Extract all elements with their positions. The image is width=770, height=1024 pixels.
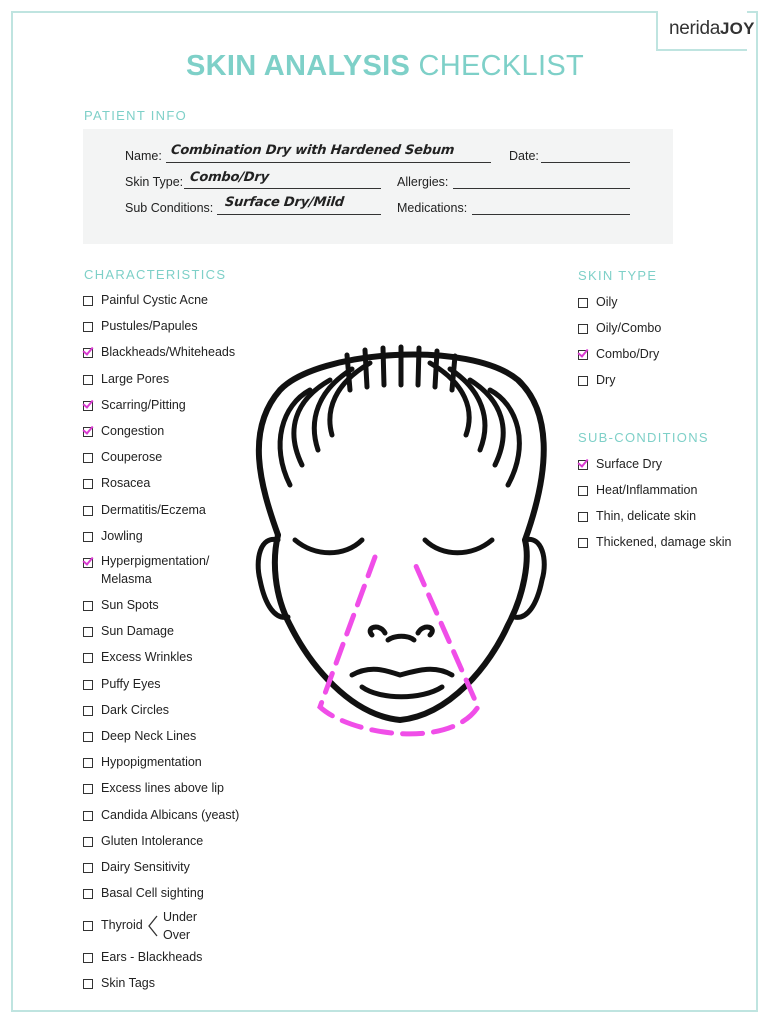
- char-list-item[interactable]: [83, 650, 192, 664]
- char-list-item[interactable]: [83, 293, 208, 307]
- char-list-item[interactable]: [83, 860, 190, 874]
- item-label: Surface Dry: [596, 457, 662, 471]
- checkbox-icon[interactable]: [83, 506, 93, 516]
- item-label: Heat/Inflammation: [596, 483, 698, 497]
- item-label: Dry: [596, 373, 616, 387]
- char-list-item[interactable]: [83, 950, 202, 964]
- skin-type-field[interactable]: Combo/Dry: [189, 170, 270, 185]
- checkbox-icon[interactable]: [83, 601, 93, 611]
- checkbox-icon[interactable]: [83, 953, 93, 963]
- item-label: Painful Cystic Acne: [101, 293, 208, 307]
- char-list-item[interactable]: [83, 424, 164, 438]
- skin-type-label: Skin Type:: [125, 175, 184, 189]
- medications-field[interactable]: [472, 214, 630, 215]
- logo-light: nerida: [669, 18, 721, 39]
- checkbox-icon[interactable]: [83, 348, 93, 358]
- item-label: Dark Circles: [101, 702, 170, 717]
- checkbox-icon[interactable]: [83, 653, 93, 663]
- item-label: Oily: [596, 295, 618, 309]
- item-label: Large Pores: [101, 371, 170, 386]
- item-label: Basal Cell sighting: [101, 886, 204, 901]
- patient-info-heading: PATIENT INFO: [84, 108, 187, 123]
- char-list-item[interactable]: [83, 555, 209, 588]
- sub-list-item[interactable]: [578, 535, 732, 549]
- item-label: Pustules/Papules: [101, 319, 198, 334]
- skin-list-item[interactable]: [578, 295, 618, 309]
- page-title: [0, 50, 770, 83]
- char-list-item[interactable]: [83, 808, 239, 822]
- checkbox-icon[interactable]: [83, 979, 93, 989]
- char-list-item[interactable]: [83, 677, 161, 691]
- logo-bold: JOY: [720, 19, 755, 38]
- allergies-label: Allergies:: [397, 175, 449, 189]
- checkbox-icon[interactable]: [83, 322, 93, 332]
- sub-conditions-field[interactable]: Surface Dry/Mild: [224, 195, 345, 210]
- checkbox-icon[interactable]: [578, 512, 588, 522]
- checkbox-icon[interactable]: [83, 558, 93, 568]
- item-label: Hypopigmentation: [101, 755, 202, 770]
- char-list-item[interactable]: [83, 755, 202, 769]
- date-field[interactable]: [541, 162, 630, 163]
- item-label: Couperose: [101, 450, 163, 465]
- item-label: Jowling: [101, 528, 143, 543]
- checkbox-icon[interactable]: [83, 627, 93, 637]
- item-label-line2: Melasma: [101, 572, 152, 586]
- item-label: Scarring/Pitting: [101, 397, 186, 412]
- char-list-item[interactable]: [83, 624, 174, 638]
- item-label: Combo/Dry: [596, 347, 660, 361]
- skin-list-item[interactable]: [578, 373, 615, 387]
- item-label: Sun Spots: [101, 598, 159, 612]
- title-light: CHECKLIST: [410, 50, 584, 82]
- char-list-item[interactable]: [83, 976, 155, 990]
- item-label: Oily/Combo: [596, 321, 662, 335]
- item-label: Thickened, damage skin: [596, 535, 732, 549]
- item-label: Thin, delicate skin: [596, 509, 697, 523]
- checkbox-icon[interactable]: [83, 921, 93, 931]
- item-label: Gluten Intolerance: [101, 833, 204, 848]
- checkbox-icon[interactable]: [578, 298, 588, 308]
- sub-list-item[interactable]: [578, 483, 697, 497]
- checkbox-icon[interactable]: [578, 376, 588, 386]
- item-label: Sun Damage: [101, 624, 174, 639]
- checkbox-icon[interactable]: [83, 784, 93, 794]
- checkbox-icon[interactable]: [83, 375, 93, 385]
- item-label: Rosacea: [101, 476, 151, 491]
- checkbox-icon[interactable]: [83, 680, 93, 690]
- checkbox-icon[interactable]: [83, 427, 93, 437]
- checkbox-icon[interactable]: [578, 538, 588, 548]
- char-list-item[interactable]: [83, 398, 186, 412]
- char-list-item[interactable]: [83, 372, 169, 386]
- characteristics-heading: CHARACTERISTICS: [84, 267, 227, 282]
- name-label: Name:: [125, 149, 162, 163]
- sub-list-item[interactable]: [578, 457, 662, 471]
- char-list-item[interactable]: [83, 886, 204, 900]
- checkbox-icon[interactable]: [83, 732, 93, 742]
- skin-list-item[interactable]: [578, 321, 661, 335]
- name-field[interactable]: Combination Dry with Hardened Sebum: [170, 143, 456, 158]
- char-list-item[interactable]: [83, 476, 150, 490]
- item-label: Puffy Eyes: [101, 676, 161, 691]
- item-label: Dermatitis/Eczema: [101, 502, 206, 517]
- skin-list-item[interactable]: [578, 347, 659, 361]
- bracket-icon: [147, 914, 159, 938]
- checkbox-icon[interactable]: [83, 479, 93, 489]
- char-list-item[interactable]: [83, 503, 206, 517]
- checkbox-icon[interactable]: [83, 811, 93, 821]
- item-label: Candida Albicans (yeast): [101, 807, 240, 822]
- item-label: Thyroid: [101, 918, 143, 932]
- char-list-item[interactable]: [83, 781, 224, 795]
- checkbox-icon[interactable]: [83, 863, 93, 873]
- checkbox-icon[interactable]: [83, 401, 93, 411]
- char-list-item[interactable]: [83, 450, 162, 464]
- sub-list-item[interactable]: [578, 509, 696, 523]
- skin-type-heading: SKIN TYPE: [578, 268, 658, 283]
- checkbox-icon[interactable]: [578, 324, 588, 334]
- item-label: Dairy Sensitivity: [101, 860, 190, 874]
- item-label: Skin Tags: [101, 976, 155, 991]
- checkbox-icon[interactable]: [578, 460, 588, 470]
- item-label: Blackheads/Whiteheads: [101, 345, 236, 360]
- checkbox-icon[interactable]: [578, 350, 588, 360]
- item-label: Excess lines above lip: [101, 781, 224, 796]
- checkbox-icon[interactable]: [83, 837, 93, 847]
- face-diagram-icon: [240, 335, 560, 755]
- name-line: [166, 162, 491, 163]
- checkbox-icon[interactable]: [578, 486, 588, 496]
- date-label: Date:: [509, 149, 539, 163]
- medications-label: Medications:: [397, 201, 468, 215]
- thyroid-under[interactable]: Under: [163, 910, 198, 924]
- checkbox-icon[interactable]: [83, 758, 93, 768]
- item-label: Excess Wrinkles: [101, 650, 193, 665]
- checkbox-icon[interactable]: [83, 532, 93, 542]
- checkbox-icon[interactable]: [83, 296, 93, 306]
- char-list-item[interactable]: [83, 345, 235, 359]
- char-list-item[interactable]: [83, 319, 198, 333]
- sub-conditions-heading: SUB-CONDITIONS: [578, 430, 709, 445]
- skin-type-line: [184, 188, 381, 189]
- char-list-item[interactable]: [83, 834, 203, 848]
- sub-conditions-label: Sub Conditions:: [125, 201, 214, 215]
- char-list-item[interactable]: [83, 529, 143, 543]
- item-label: Deep Neck Lines: [101, 729, 197, 743]
- char-list-item[interactable]: [83, 598, 159, 612]
- brand-logo: [669, 18, 755, 40]
- item-label-line1: Hyperpigmentation/: [101, 554, 210, 568]
- checkbox-icon[interactable]: [83, 706, 93, 716]
- thyroid-over[interactable]: Over: [163, 928, 191, 942]
- title-bold: SKIN ANALYSIS: [186, 50, 411, 82]
- char-list-item[interactable]: [83, 729, 196, 743]
- checkbox-icon[interactable]: [83, 453, 93, 463]
- char-list-item[interactable]: [83, 703, 169, 717]
- item-label: [101, 552, 209, 588]
- sub-conditions-line: [217, 214, 381, 215]
- char-list-item[interactable]: [83, 918, 143, 932]
- item-label: Ears - Blackheads: [101, 950, 203, 964]
- item-label: Congestion: [101, 424, 165, 438]
- checkbox-icon[interactable]: [83, 889, 93, 899]
- allergies-field[interactable]: [453, 188, 630, 189]
